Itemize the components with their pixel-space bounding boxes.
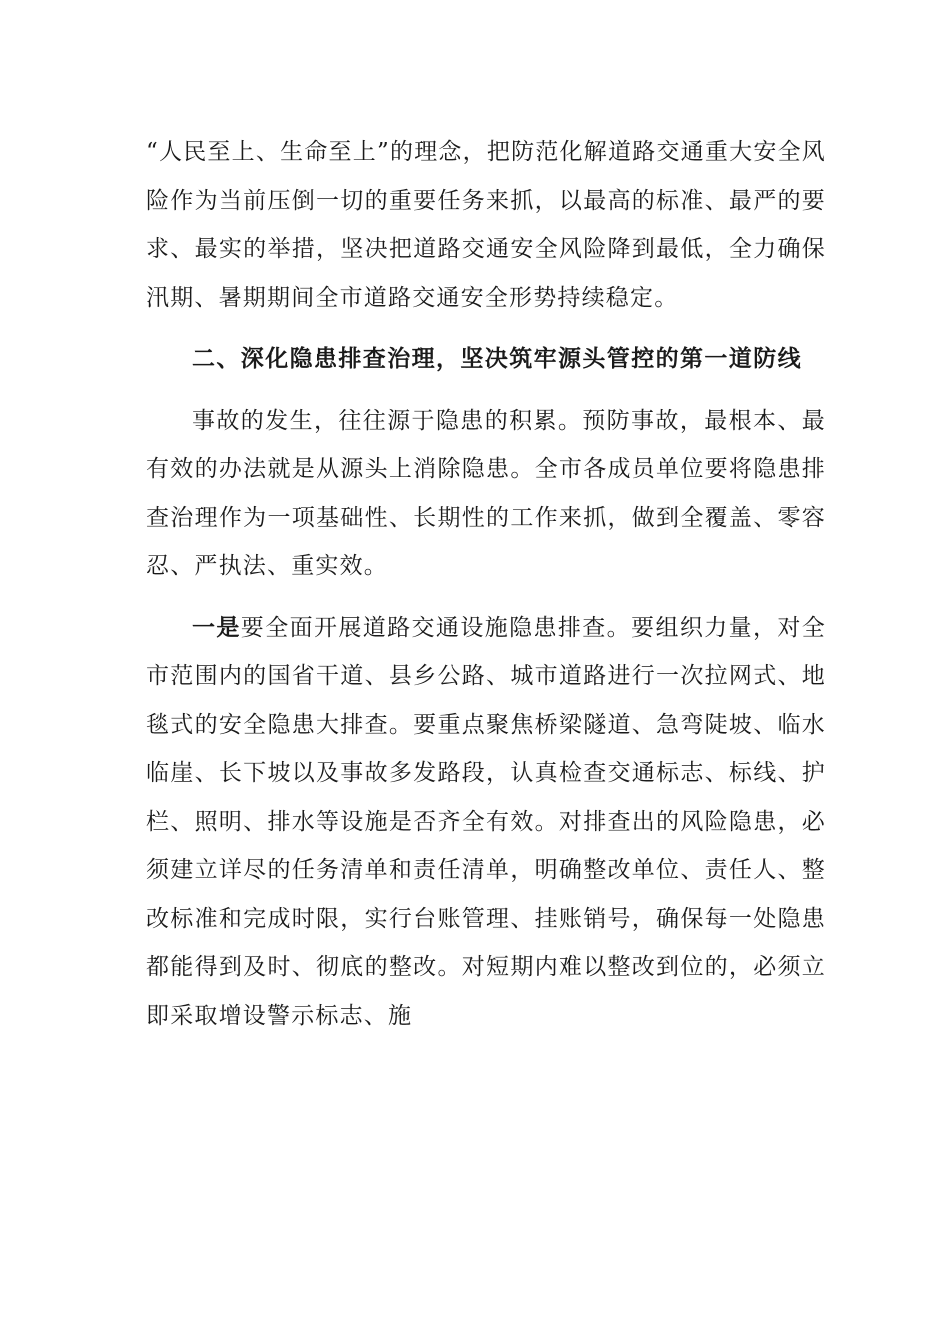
item-one-lead: 一是 (192, 614, 241, 641)
document-body (146, 128, 826, 1040)
paragraph-intro: 事故的发生，往往源于隐患的积累。预防事故，最根本、最有效的办法就是从源头上消除隐患。全市各成员单位要将隐患排查治理作为一项基础性、长期性的工作来抓，做到全覆盖、零容忍、严执法、重实效。 (146, 407, 826, 579)
paragraph-continuation: “人民至上、生命至上”的理念，把防范化解道路交通重大安全风险作为当前压倒一切的重要任务来抓，以最高的标准、最严的要求、最实的举措，坚决把道路交通安全风险降到最低，全力确保汛期、暑期期间全市道路交通安全形势持续稳定。 (146, 139, 826, 311)
section-heading: 二、深化隐患排查治理，坚决筑牢源头管控的第一道防线 (192, 346, 802, 372)
item-one-body: 要全面开展道路交通设施隐患排查。要组织力量，对全市范围内的国省干道、县乡公路、城市道路进行一次拉网式、地毯式的安全隐患大排查。要重点聚焦桥梁隧道、急弯陡坡、临水临崖、长下坡以及事故多发路段，认真检查交通标志、标线、护栏、照明、排水等设施是否齐全有效。对排查出的风险隐患，必须建立详尽的任务清单和责任清单，明确整改单位、责任人、整改标准和完成时限，实行台账管理、挂账销号，确保每一处隐患都能得到及时、彻底的整改。对短期内难以整改到位的，必须立即采取增设警示标志、施 (146, 614, 826, 1029)
paragraph-item-one (146, 604, 826, 1041)
